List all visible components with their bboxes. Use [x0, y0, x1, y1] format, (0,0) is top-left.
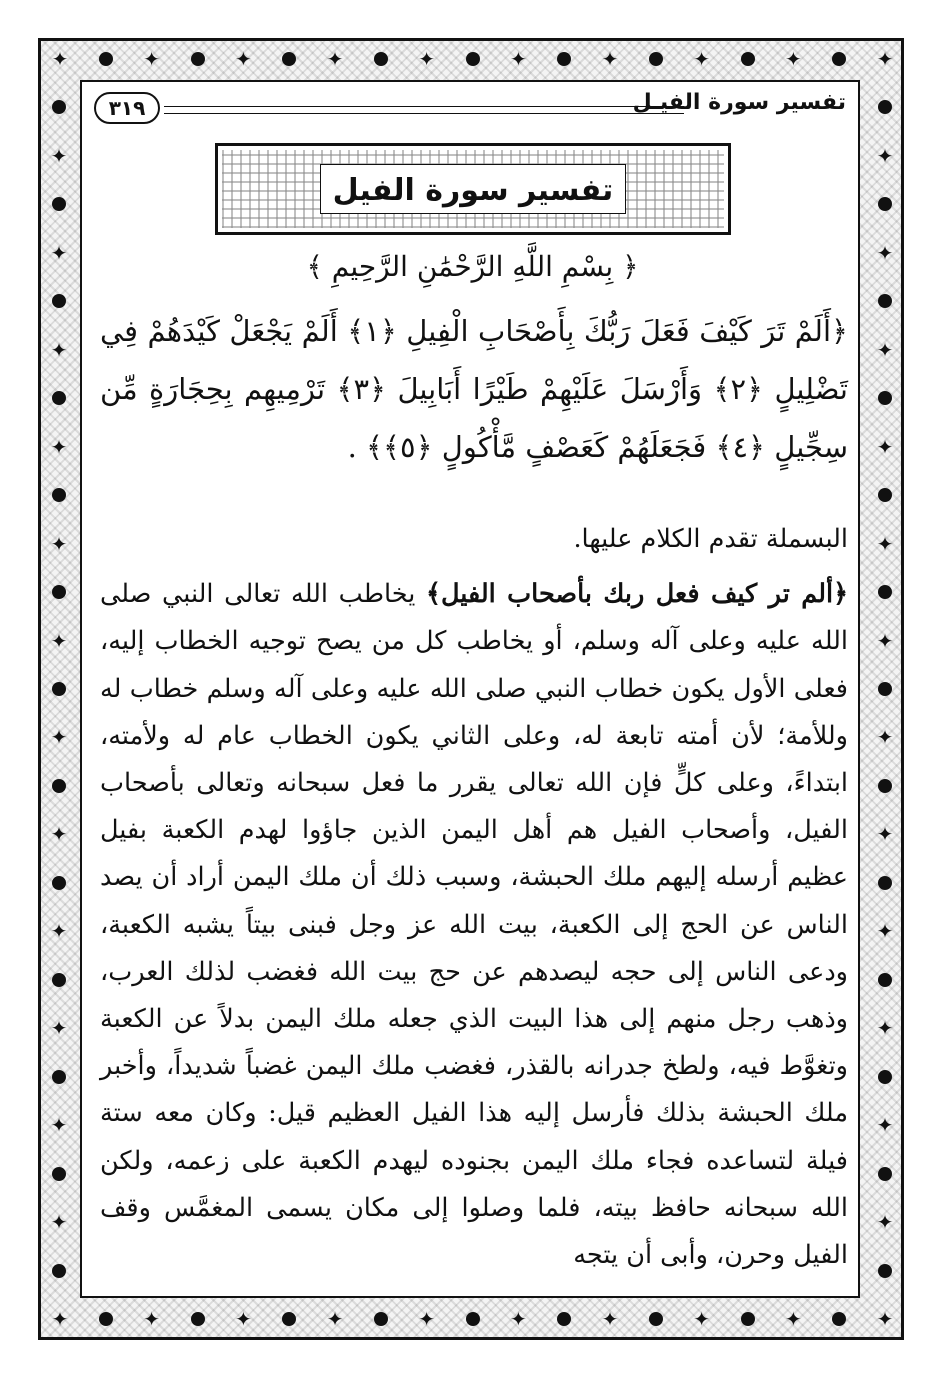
chapter-title: تفسير سورة الفيل: [332, 173, 614, 208]
star-ornament-icon: ✦: [50, 143, 68, 168]
title-cartouche: [320, 164, 626, 214]
dot-ornament-icon: [52, 779, 66, 793]
dot-ornament-icon: [878, 1264, 892, 1278]
star-ornament-icon: ✦: [876, 1016, 894, 1041]
star-ornament-icon: ✦: [50, 725, 68, 750]
dot-ornament-icon: [649, 1312, 663, 1326]
intro-sentence: البسملة تقدم الكلام عليها.: [573, 524, 848, 554]
star-ornament-icon: ✦: [143, 1307, 161, 1331]
star-ornament-icon: ✦: [509, 47, 527, 71]
dot-ornament-icon: [649, 52, 663, 66]
dot-ornament-icon: [52, 1167, 66, 1181]
star-ornament-icon: ✦: [509, 1307, 527, 1331]
commentary-body: [100, 516, 848, 1279]
star-ornament-icon: ✦: [50, 1113, 68, 1138]
dot-ornament-icon: [191, 1312, 205, 1326]
dot-ornament-icon: [466, 52, 480, 66]
page-number: ٣١٩: [94, 92, 160, 124]
star-ornament-icon: ✦: [51, 1307, 69, 1331]
dot-ornament-icon: [878, 779, 892, 793]
star-ornament-icon: ✦: [50, 1210, 68, 1235]
star-ornament-icon: ✦: [876, 240, 894, 265]
dot-ornament-icon: [466, 1312, 480, 1326]
star-ornament-icon: ✦: [50, 434, 68, 459]
star-ornament-icon: ✦: [784, 1307, 802, 1331]
star-ornament-icon: ✦: [876, 1113, 894, 1138]
running-header: [94, 90, 846, 132]
star-ornament-icon: ✦: [693, 47, 711, 71]
star-ornament-icon: ✦: [876, 1307, 894, 1331]
star-ornament-icon: ✦: [876, 337, 894, 362]
dot-ornament-icon: [52, 1070, 66, 1084]
star-ornament-icon: ✦: [51, 47, 69, 71]
star-ornament-icon: ✦: [50, 1016, 68, 1041]
quoted-verse: ﴿ألم تر كيف فعل ربك بأصحاب الفيل﴾: [426, 579, 849, 610]
dot-ornament-icon: [878, 973, 892, 987]
star-ornament-icon: ✦: [876, 919, 894, 944]
dot-ornament-icon: [741, 52, 755, 66]
star-ornament-icon: ✦: [876, 628, 894, 653]
dot-ornament-icon: [374, 52, 388, 66]
star-ornament-icon: ✦: [876, 434, 894, 459]
star-ornament-icon: ✦: [418, 47, 436, 71]
dot-ornament-icon: [878, 1167, 892, 1181]
dot-ornament-icon: [52, 876, 66, 890]
star-ornament-icon: ✦: [418, 1307, 436, 1331]
star-ornament-icon: ✦: [876, 47, 894, 71]
dot-ornament-icon: [878, 682, 892, 696]
star-ornament-icon: ✦: [784, 47, 802, 71]
star-ornament-icon: ✦: [876, 1210, 894, 1235]
star-ornament-icon: ✦: [326, 1307, 344, 1331]
dot-ornament-icon: [741, 1312, 755, 1326]
star-ornament-icon: ✦: [50, 337, 68, 362]
star-ornament-icon: ✦: [234, 1307, 252, 1331]
star-ornament-icon: ✦: [50, 531, 68, 556]
star-ornament-icon: ✦: [876, 822, 894, 847]
star-ornament-icon: ✦: [326, 47, 344, 71]
surah-verses: ﴿أَلَمْ تَرَ كَيْفَ فَعَلَ رَبُّكَ بِأَصْحَابِ الْفِيلِ ﴿١﴾ أَلَمْ يَجْعَلْ كَيْدَهُمْ فِي تَضْلِيلٍ ﴿٢﴾ وَأَرْسَلَ عَلَيْهِمْ طَيْرًا أَبَابِيلَ ﴿٣﴾ تَرْمِيهِم بِحِجَارَةٍ مِّن سِجِّيلٍ ﴿٤﴾ فَجَعَلَهُمْ كَعَصْفٍ مَّأْكُولٍ ﴿٥﴾﴾ .: [100, 314, 849, 464]
paragraph-text: يخاطب الله تعالى النبي صلى الله عليه وعلى آله وسلم، أو يخاطب كل من يصح توجيه الخطاب إليه، فعلى الأول يكون خطاب النبي صلى الله عليه وعلى آله وسلم خطاب له وللأمة؛ لأن أمته تابعة له، وعلى الثاني يكون الخطاب عام له ولأمته، ابتداءً، وعلى كلٍّ فإن الله تعالى يقرر ما فعل سبحانه وتعالى بأصحاب الفيل، وأصحاب الفيل هم أهل اليمن الذين جاؤوا لهدم الكعبة بفيل عظيم أرسله إليهم ملك الحبشة، وسبب ذلك أن ملك اليمن أراد أن يصد الناس عن الحج إلى الكعبة، بيت الله عز وجل فبنى بيتاً يشبه الكعبة، ودعى الناس إلى حجه ليصدهم عن حج بيت الله فغضب لذلك العرب، وذهب رجل منهم إلى هذا البيت الذي جعله ملك اليمن بدلاً عن الكعبة وتغوَّط فيه، ولطخ جدرانه بالقذر، فغضب ملك اليمن غضباً شديداً، وأخبر ملك الحبشة بذلك فأرسل إليه هذا الفيل العظيم قيل: وكان معه ستة فيلة لتساعده فجاء ملك اليمن بجنوده ليهدم الكعبة على زعمه، ولكن الله سبحانه حافظ بيته، فلما وصلوا إلى مكان يسمى المغمَّس وقف الفيل وحرن، وأبى أن يتجه: [100, 579, 848, 1271]
dot-ornament-icon: [52, 1264, 66, 1278]
basmala: ﴿ بِسْمِ اللَّهِ الرَّحْمَٰنِ الرَّحِيمِ ﴾: [306, 250, 639, 283]
dot-ornament-icon: [191, 52, 205, 66]
dot-ornament-icon: [99, 1312, 113, 1326]
commentary-paragraph: [100, 571, 848, 1279]
star-ornament-icon: ✦: [876, 143, 894, 168]
star-ornament-icon: ✦: [601, 1307, 619, 1331]
star-ornament-icon: ✦: [876, 531, 894, 556]
star-ornament-icon: ✦: [693, 1307, 711, 1331]
dot-ornament-icon: [878, 876, 892, 890]
dot-ornament-icon: [52, 973, 66, 987]
star-ornament-icon: ✦: [50, 628, 68, 653]
dot-ornament-icon: [878, 585, 892, 599]
running-title: تفسير سورة الفيـل: [632, 90, 846, 115]
star-ornament-icon: ✦: [50, 919, 68, 944]
star-ornament-icon: ✦: [876, 725, 894, 750]
dot-ornament-icon: [878, 1070, 892, 1084]
chapter-title-box: [215, 143, 731, 235]
dot-ornament-icon: [374, 1312, 388, 1326]
star-ornament-icon: ✦: [234, 47, 252, 71]
star-ornament-icon: ✦: [601, 47, 619, 71]
dot-ornament-icon: [52, 585, 66, 599]
dot-ornament-icon: [99, 52, 113, 66]
star-ornament-icon: ✦: [50, 822, 68, 847]
header-rule: [164, 106, 684, 114]
star-ornament-icon: ✦: [50, 240, 68, 265]
star-ornament-icon: ✦: [143, 47, 161, 71]
dot-ornament-icon: [52, 682, 66, 696]
